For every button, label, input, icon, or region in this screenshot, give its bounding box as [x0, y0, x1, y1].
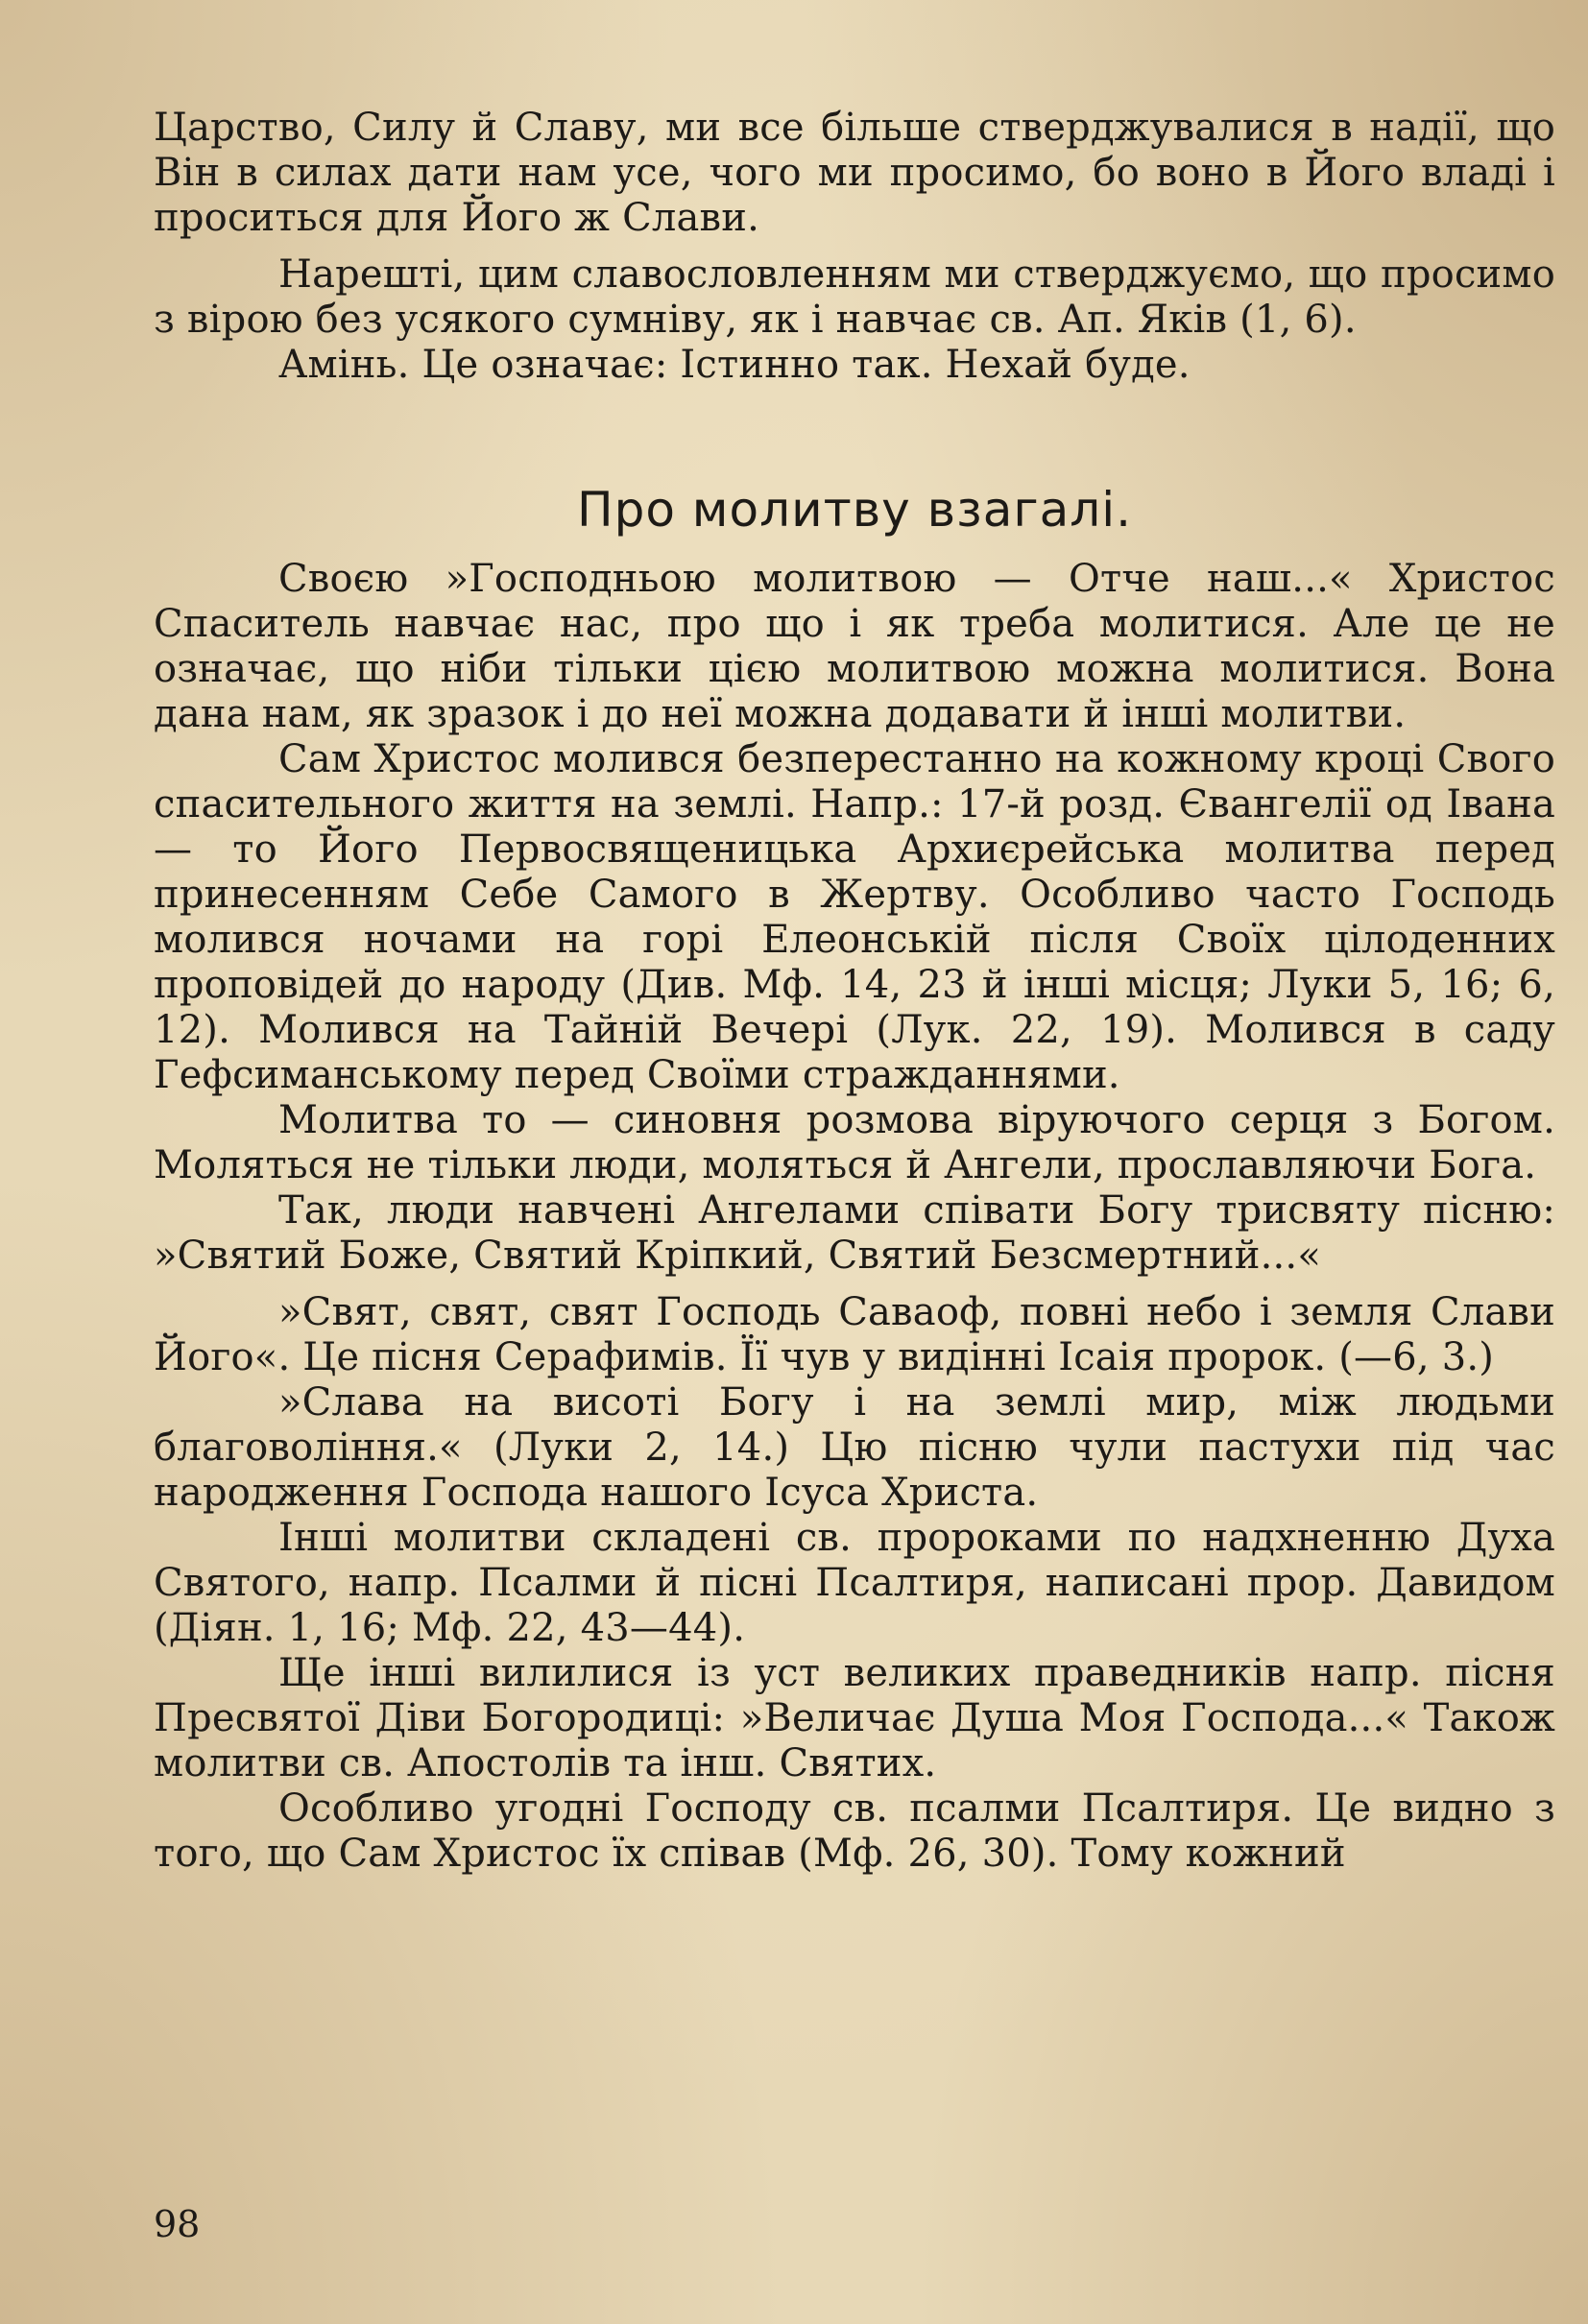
- paragraph: »Свят, свят, свят Господь Саваоф, повні небо і земля Слави Його«. Це пісня Серафимів. Її чув у видінні Ісаія пророк. (—6, 3.): [154, 1290, 1555, 1379]
- paragraph: Нарешті, цим славословленням ми стверджуємо, що просимо з вірою без усякого сумніву, як і навчає св. Ап. Яків (1, 6).: [154, 252, 1555, 342]
- paragraph: Так, люди навчені Ангелами співати Богу трисвяту пісню: »Святий Боже, Святий Кріпкий, Святий Безсмертний...«: [154, 1188, 1555, 1278]
- paragraph: »Слава на висоті Богу і на землі мир, між людьми благовоління.« (Луки 2, 14.) Цю пісню чули пастухи під час народження Господа нашого Ісуса Христа.: [154, 1380, 1555, 1515]
- paragraph: Інші молитви складені св. пророками по надхненню Духа Святого, напр. Псалми й пісні Псалтиря, написані прор. Давидом (Діян. 1, 16; Мф. 22, 43—44).: [154, 1516, 1555, 1650]
- section-heading: Про молитву взагалі.: [576, 482, 1132, 538]
- paragraph: Молитва то — синовня розмова віруючого серця з Богом. Моляться не тільки люди, моляться й Ангели, прославляючи Бога.: [154, 1098, 1555, 1187]
- paragraph: Особливо угодні Господу св. псалми Псалтиря. Це видно з того, що Сам Христос їх співав (Мф. 26, 30). Тому кожний: [154, 1786, 1555, 1876]
- page-body: [154, 106, 1555, 1877]
- paragraph: Царство, Силу й Славу, ми все більше стверджувалися в надії, що Він в силах дати нам усе, чого ми просимо, бо воно в Його владі і проситься для Його ж Слави.: [154, 106, 1555, 240]
- page-number: 98: [154, 2203, 201, 2245]
- paragraph: Амінь. Це означає: Істинно так. Нехай буде.: [278, 343, 1191, 387]
- paragraph: Своєю »Господньою молитвою — Отче наш...« Христос Спаситель навчає нас, про що і як треба молитися. Але це не означає, що ніби тільки цією молитвою можна молитися. Вона дана нам, як зразок і до неї можна додавати й інші молитви.: [154, 557, 1555, 736]
- paragraph: Ще інші вилилися із уст великих праведників напр. пісня Пресвятої Діви Богородиці: »Величає Душа Моя Господа...« Також молитви св. Апостолів та інш. Святих.: [154, 1651, 1555, 1785]
- paragraph: Сам Христос молився безперестанно на кожному кроці Свого спасительного життя на землі. Напр.: 17-й розд. Євангелії од Івана — то Його Первосвященицька Архиєрейська молитва перед принесенням Себе Самого в Жертву. Особливо часто Господь молився ночами на горі Елеонській після Своїх цілоденних проповідей до народу (Див. Мф. 14, 23 й інші місця; Луки 5, 16; 6, 12). Молився на Тайній Вечері (Лук. 22, 19). Молився в саду Гефсиманському перед Своїми стражданнями.: [154, 737, 1555, 1097]
